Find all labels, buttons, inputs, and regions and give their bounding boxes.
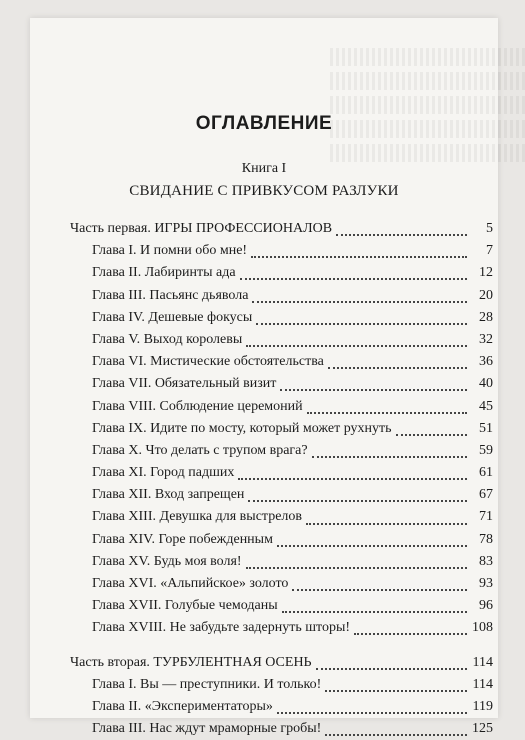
dot-leader	[312, 446, 467, 458]
toc-page-number: 114	[472, 676, 493, 692]
toc-page-number: 12	[479, 265, 493, 281]
dot-leader	[282, 601, 467, 613]
toc-page-number: 125	[472, 721, 493, 737]
dot-leader	[316, 658, 467, 670]
dot-leader	[280, 379, 467, 391]
toc-chapter-row	[70, 595, 493, 617]
toc-chapter-row	[70, 573, 493, 595]
toc-page-number: 51	[479, 420, 493, 436]
toc-chapter-row	[70, 396, 493, 418]
toc-page-number: 96	[479, 598, 493, 614]
toc-chapter-row	[70, 240, 493, 262]
dot-leader	[240, 268, 467, 280]
toc-page-number: 78	[479, 531, 493, 547]
toc-chapter-row	[70, 440, 493, 462]
toc-page-number: 59	[479, 442, 493, 458]
toc-chapter-row	[70, 373, 493, 395]
dot-leader	[246, 335, 467, 347]
toc-entry-title: Часть первая. ИГРЫ ПРОФЕССИОНАЛОВ	[70, 221, 333, 236]
toc-chapter-row	[70, 418, 493, 440]
toc-entry-title: Глава IX. Идите по мосту, который может рухнуть	[92, 420, 392, 436]
toc-chapter-row	[70, 674, 493, 696]
dot-leader	[325, 680, 467, 692]
toc-chapter-row	[70, 307, 493, 329]
toc-entry-title: Глава V. Выход королевы	[92, 331, 243, 347]
toc-page-number: 28	[479, 309, 493, 325]
toc-chapter-row	[70, 351, 493, 373]
toc-entry-title: Глава II. Лабиринты ада	[92, 265, 236, 281]
toc-chapter-row	[70, 285, 493, 307]
toc-chapter-row	[70, 617, 493, 639]
toc-page-number: 83	[479, 553, 493, 569]
toc-page-number: 93	[479, 576, 493, 591]
toc-entry-title: Глава III. Пасьянс дьявола	[92, 287, 249, 303]
toc-entry-title: Глава I. И помни обо мне!	[92, 243, 248, 259]
toc-page-number: 36	[479, 354, 493, 370]
toc-part-row	[70, 218, 493, 240]
dot-leader	[325, 724, 467, 736]
dot-leader	[251, 246, 467, 258]
toc-chapter-row	[70, 696, 493, 718]
toc-page-number: 119	[472, 698, 493, 714]
dot-leader	[306, 513, 467, 525]
toc-page-number: 61	[479, 465, 493, 481]
toc-chapter-row	[70, 262, 493, 284]
toc-page-number: 108	[472, 620, 493, 636]
dot-leader	[238, 468, 467, 480]
dot-leader	[328, 357, 467, 369]
toc-entry-title: Глава XV. Будь моя воля!	[92, 553, 242, 569]
page-title: ОГЛАВЛЕНИЕ	[195, 113, 333, 134]
toc-entry-title: Глава XVI. «Альпийское» золото	[92, 576, 289, 591]
toc-chapter-row	[70, 551, 493, 573]
toc-page-number: 20	[479, 287, 493, 303]
toc-entry-title: Глава VI. Мистические обстоятельства	[92, 354, 324, 370]
dot-leader	[246, 557, 467, 569]
toc-chapter-row	[70, 329, 493, 351]
toc-entry-title: Глава VII. Обязательный визит	[92, 376, 277, 392]
book-title: СВИДАНИЕ С ПРИВКУСОМ РАЗЛУКИ	[129, 183, 399, 199]
dot-leader	[277, 702, 467, 714]
toc-entry-title: Глава IV. Дешевые фокусы	[92, 309, 253, 325]
toc-entry-title: Глава I. Вы — преступники. И только!	[92, 676, 322, 692]
toc-entry-title: Часть вторая. ТУРБУЛЕНТНАЯ ОСЕНЬ	[70, 654, 312, 670]
toc-entry-title: Глава VIII. Соблюдение церемоний	[92, 398, 303, 414]
dot-leader	[396, 424, 467, 436]
toc-entry-title: Глава XVII. Голубые чемоданы	[92, 598, 278, 614]
dot-leader	[248, 490, 467, 502]
dot-leader	[307, 402, 467, 414]
toc-entry-title: Глава XI. Город падших	[92, 465, 235, 481]
toc-page-number: 40	[479, 376, 493, 392]
toc-page-number: 71	[479, 509, 493, 525]
dot-leader	[336, 224, 467, 236]
dot-leader	[256, 313, 467, 325]
toc-entry-title: Глава XVIII. Не забудьте задернуть шторы!	[92, 620, 351, 636]
toc-chapter-row	[70, 529, 493, 551]
book-label: Книга I	[241, 161, 287, 176]
dot-leader	[277, 535, 467, 547]
dot-leader	[354, 623, 467, 635]
table-of-contents	[70, 218, 493, 740]
toc-entry-title: Глава III. Нас ждут мраморные гробы!	[92, 721, 322, 737]
toc-part-row	[70, 652, 493, 674]
toc-chapter-row	[70, 462, 493, 484]
book-page	[30, 18, 498, 737]
toc-page-number: 7	[486, 243, 493, 259]
toc-chapter-row	[70, 484, 493, 506]
toc-entry-title: Глава XIV. Горе побежденным	[92, 531, 273, 547]
dot-leader	[292, 579, 467, 591]
toc-page-number: 67	[479, 487, 493, 503]
toc-entry-title: Глава XII. Вход запрещен	[92, 487, 245, 503]
toc-page-number: 5	[486, 221, 493, 236]
toc-page-number: 114	[472, 654, 493, 670]
toc-page-number: 32	[479, 331, 493, 347]
toc-chapter-row	[70, 506, 493, 528]
toc-entry-title: Глава II. «Экспериментаторы»	[92, 698, 273, 714]
toc-chapter-row	[70, 718, 493, 740]
toc-page-number: 45	[479, 398, 493, 414]
toc-entry-title: Глава X. Что делать с трупом врага?	[92, 442, 308, 458]
dot-leader	[252, 291, 467, 303]
toc-entry-title: Глава XIII. Девушка для выстрелов	[92, 509, 303, 525]
